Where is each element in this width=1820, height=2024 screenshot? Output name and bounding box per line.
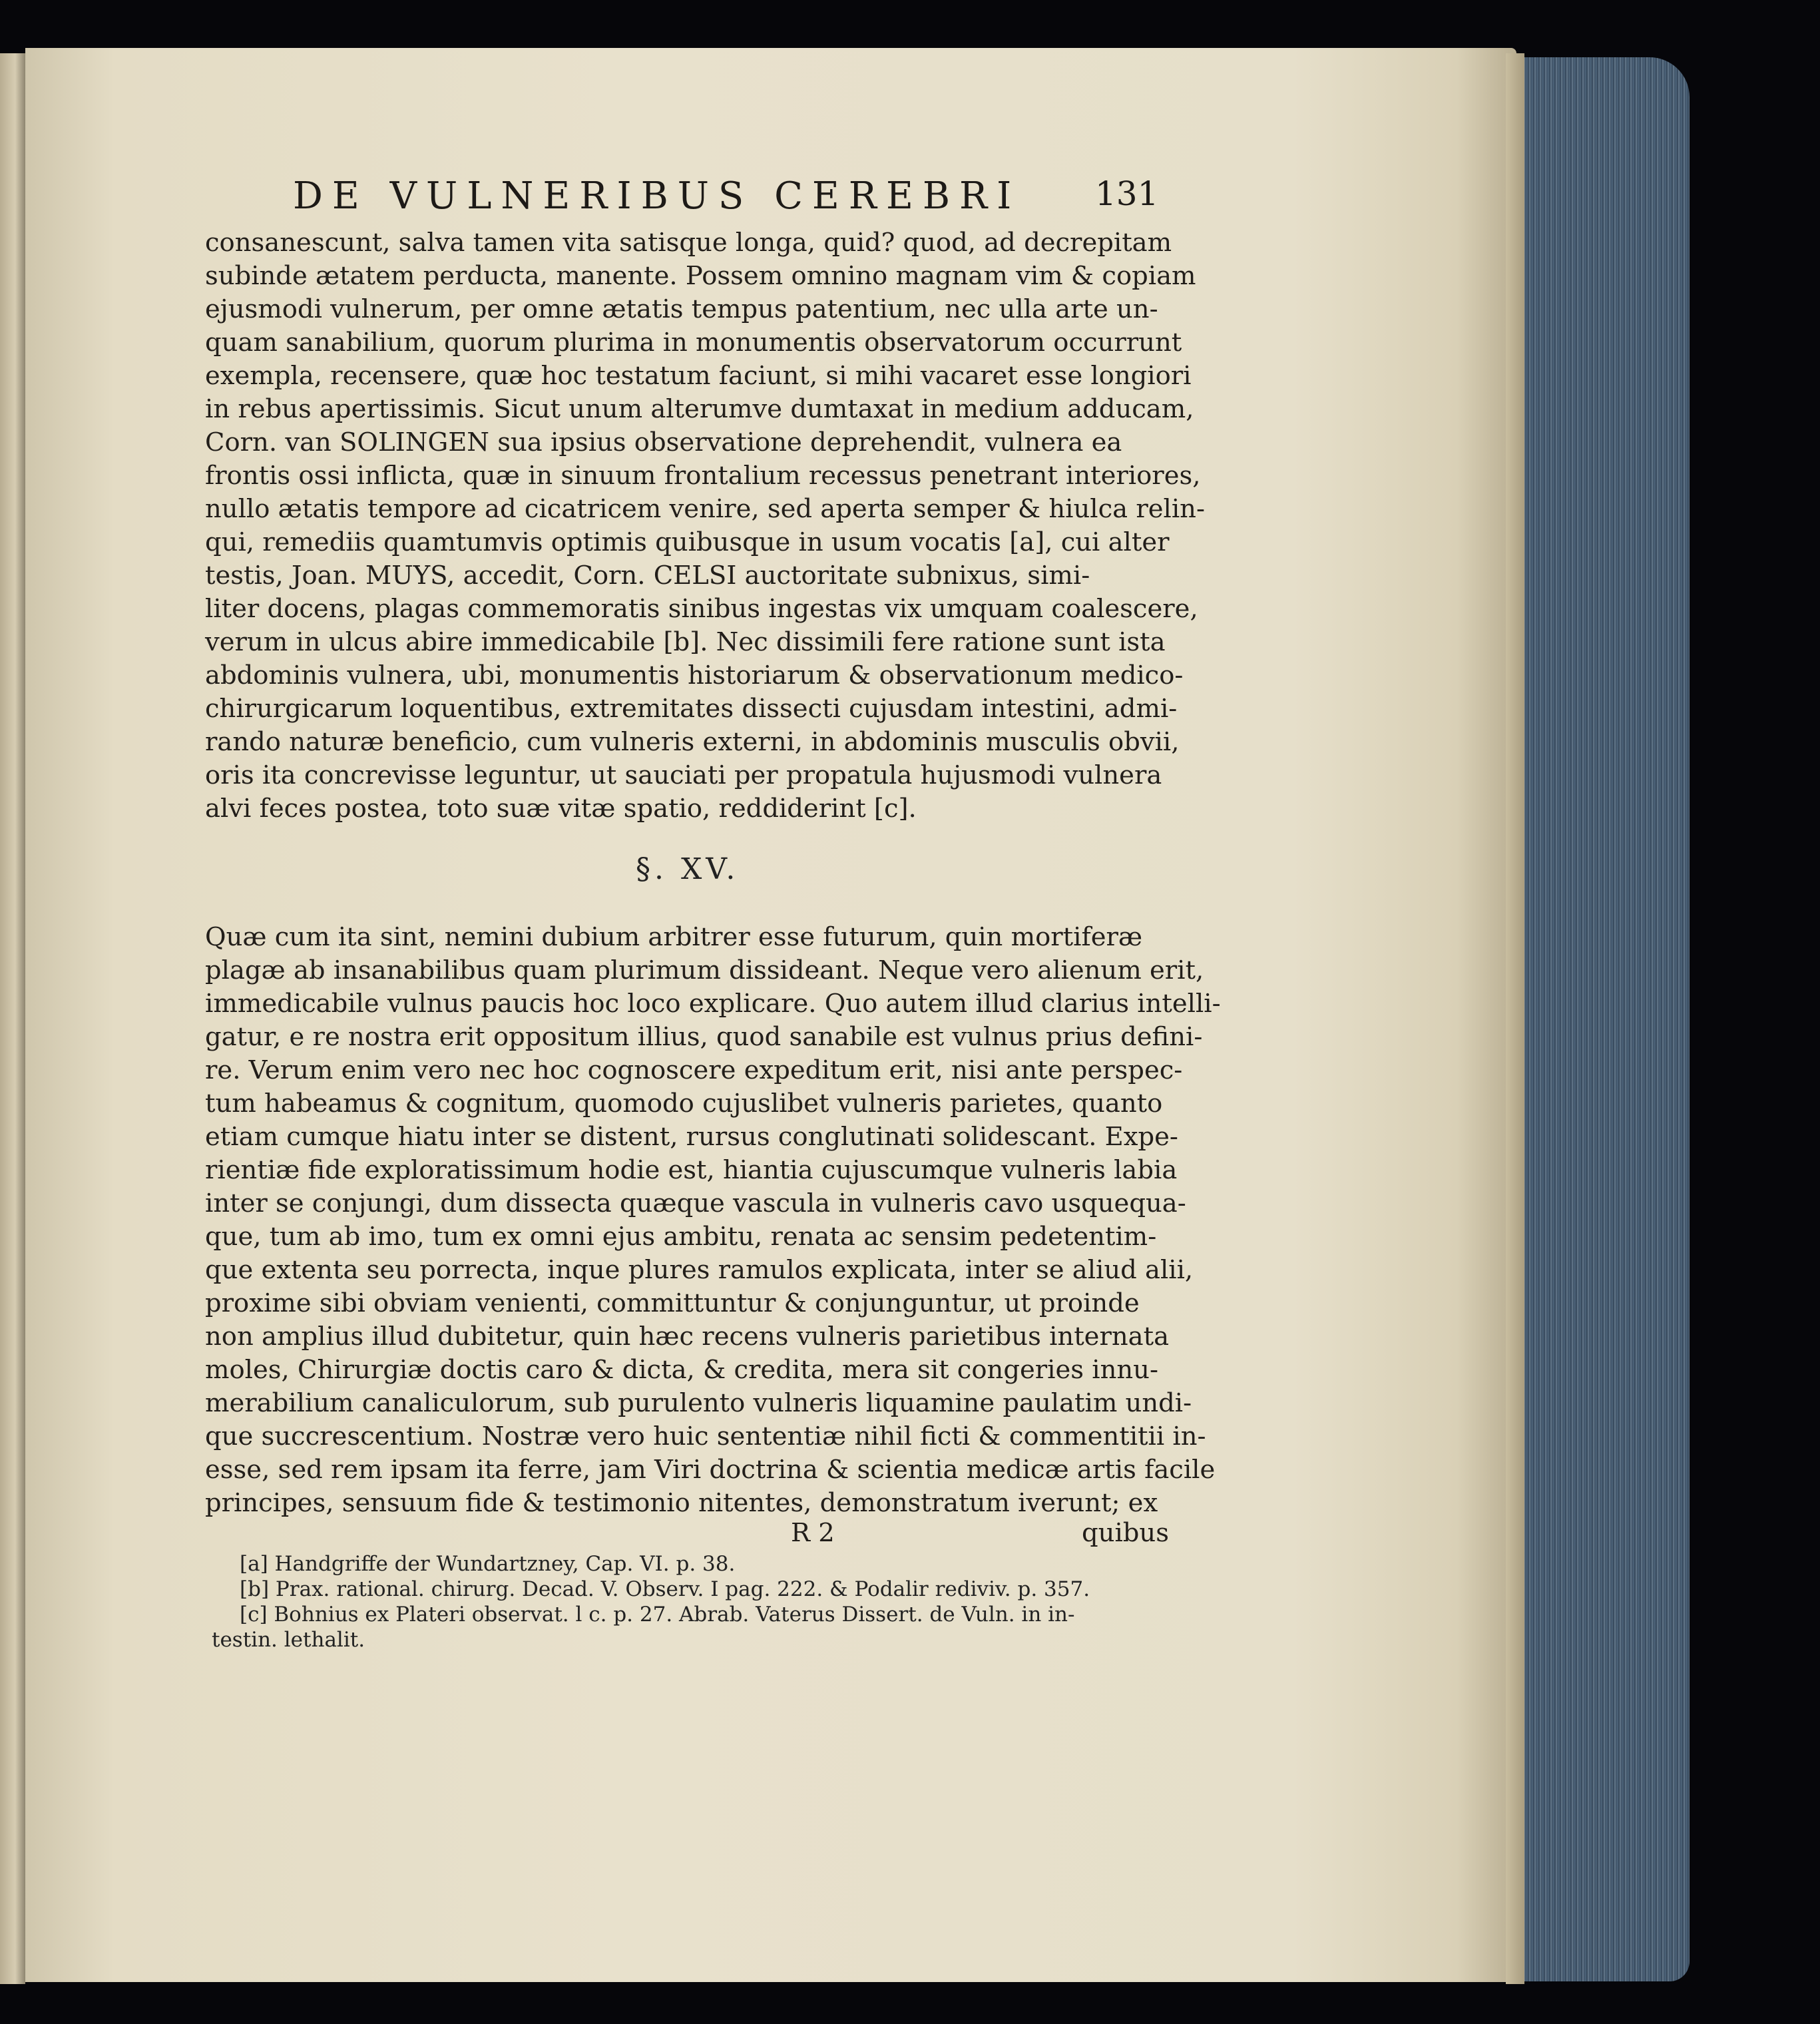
text-line: tum habeamus & cognitum, quomodo cujuslibet vulneris parietes, quanto <box>205 1089 1163 1119</box>
text-line: re. Verum enim vero nec hoc cognoscere expeditum erit, nisi ante perspec- <box>205 1055 1183 1085</box>
footnote: [b] Prax. rational. chirurg. Decad. V. Observ. I pag. 222. & Podalir rediviv. p. 357. <box>240 1577 1090 1601</box>
page-number: 131 <box>1095 174 1159 213</box>
text-line: liter docens, plagas commemoratis sinibus ingestas vix umquam coalescere, <box>205 594 1198 624</box>
text-line: que succrescentium. Nostræ vero huic sententiæ nihil ficti & commentitii in- <box>205 1421 1206 1451</box>
text-line: frontis ossi inflicta, quæ in sinuum frontalium recessus penetrant interiores, <box>205 461 1201 491</box>
text-line: etiam cumque hiatu inter se distent, rursus conglutinati solidescant. Expe- <box>205 1122 1178 1152</box>
text-line: merabilium canaliculorum, sub purulento vulneris liquamine paulatim undi- <box>205 1388 1192 1418</box>
text-line: consanescunt, salva tamen vita satisque longa, quid? quod, ad decrepitam <box>205 228 1172 258</box>
text-line: testis, Joan. MUYS, accedit, Corn. CELSI auctoritate subnixus, simi- <box>205 561 1090 591</box>
running-title: DE VULNERIBUS CEREBRI <box>293 174 1021 218</box>
text-line: moles, Chirurgiæ doctis caro & dicta, & credita, mera sit congeries innu- <box>205 1355 1158 1385</box>
text-line: proxime sibi obviam venienti, committuntur & conjunguntur, ut proinde <box>205 1288 1140 1318</box>
footnote: [a] Handgriffe der Wundartzney, Cap. VI. p. 38. <box>240 1552 736 1576</box>
text-line: rientiæ fide exploratissimum hodie est, hiantia cujuscumque vulneris labia <box>205 1155 1178 1185</box>
page-block-edge <box>1510 57 1690 1981</box>
text-line: que extenta seu porrecta, inque plures ramulos explicata, inter se aliud alii, <box>205 1255 1194 1285</box>
text-line: quam sanabilium, quorum plurima in monumentis observatorum occurrunt <box>205 328 1182 358</box>
text-line: plagæ ab insanabilibus quam plurimum dissideant. Neque vero alienum erit, <box>205 955 1204 985</box>
text-line: ejusmodi vulnerum, per omne ætatis tempus patentium, nec ulla arte un- <box>205 294 1158 324</box>
text-line: chirurgicarum loquentibus, extremitates dissecti cujusdam intestini, admi- <box>205 694 1178 724</box>
text-line: Corn. van SOLINGEN sua ipsius observatione deprehendit, vulnera ea <box>205 427 1122 457</box>
text-line: alvi feces postea, toto suæ vitæ spatio, reddiderint [c]. <box>205 794 917 824</box>
signature-mark: R 2 <box>791 1518 835 1548</box>
text-line: rando naturæ beneficio, cum vulneris externi, in abdominis musculis obvii, <box>205 727 1180 757</box>
text-line: exempla, recensere, quæ hoc testatum faciunt, si mihi vacaret esse longiori <box>205 361 1192 391</box>
text-line: immedicabile vulnus paucis hoc loco explicare. Quo autem illud clarius intelli- <box>205 989 1221 1019</box>
footnote: [c] Bohnius ex Plateri observat. l c. p. 27. Abrab. Vaterus Dissert. de Vuln. in in- <box>240 1603 1075 1627</box>
text-line: oris ita concrevisse leguntur, ut sauciati per propatula hujusmodi vulnera <box>205 760 1162 790</box>
section-heading: §. XV. <box>636 852 740 886</box>
text-line: subinde ætatem perducta, manente. Possem omnino magnam vim & copiam <box>205 261 1196 291</box>
footnote: testin. lethalit. <box>212 1628 365 1652</box>
text-line: que, tum ab imo, tum ex omni ejus ambitu, renata ac sensim pedetentim- <box>205 1222 1157 1252</box>
text-line: in rebus apertissimis. Sicut unum alterumve dumtaxat in medium adducam, <box>205 394 1194 424</box>
text-line: non amplius illud dubitetur, quin hæc recens vulneris parietibus internata <box>205 1322 1170 1352</box>
text-line: nullo ætatis tempore ad cicatricem venire, sed aperta semper & hiulca relin- <box>205 494 1205 524</box>
text-line: inter se conjungi, dum dissecta quæque vascula in vulneris cavo usquequa- <box>205 1188 1186 1218</box>
text-line: gatur, e re nostra erit oppositum illius, quod sanabile est vulnus prius defini- <box>205 1022 1203 1052</box>
page-fore-edge <box>1506 53 1524 1984</box>
text-line: Quæ cum ita sint, nemini dubium arbitrer esse futurum, quin mortiferæ <box>205 922 1143 952</box>
text-line: abdominis vulnera, ubi, monumentis historiarum & observationum medico- <box>205 660 1184 690</box>
text-line: principes, sensuum fide & testimonio nitentes, demonstratum iverunt; ex <box>205 1488 1158 1518</box>
text-line: verum in ulcus abire immedicabile [b]. Nec dissimili fere ratione sunt ista <box>205 627 1166 657</box>
text-line: esse, sed rem ipsam ita ferre, jam Viri doctrina & scientia medicæ artis facile <box>205 1455 1216 1485</box>
catchword: quibus <box>1082 1518 1169 1548</box>
facing-page-edge <box>0 53 25 1984</box>
text-line: qui, remediis quamtumvis optimis quibusque in usum vocatis [a], cui alter <box>205 527 1170 557</box>
